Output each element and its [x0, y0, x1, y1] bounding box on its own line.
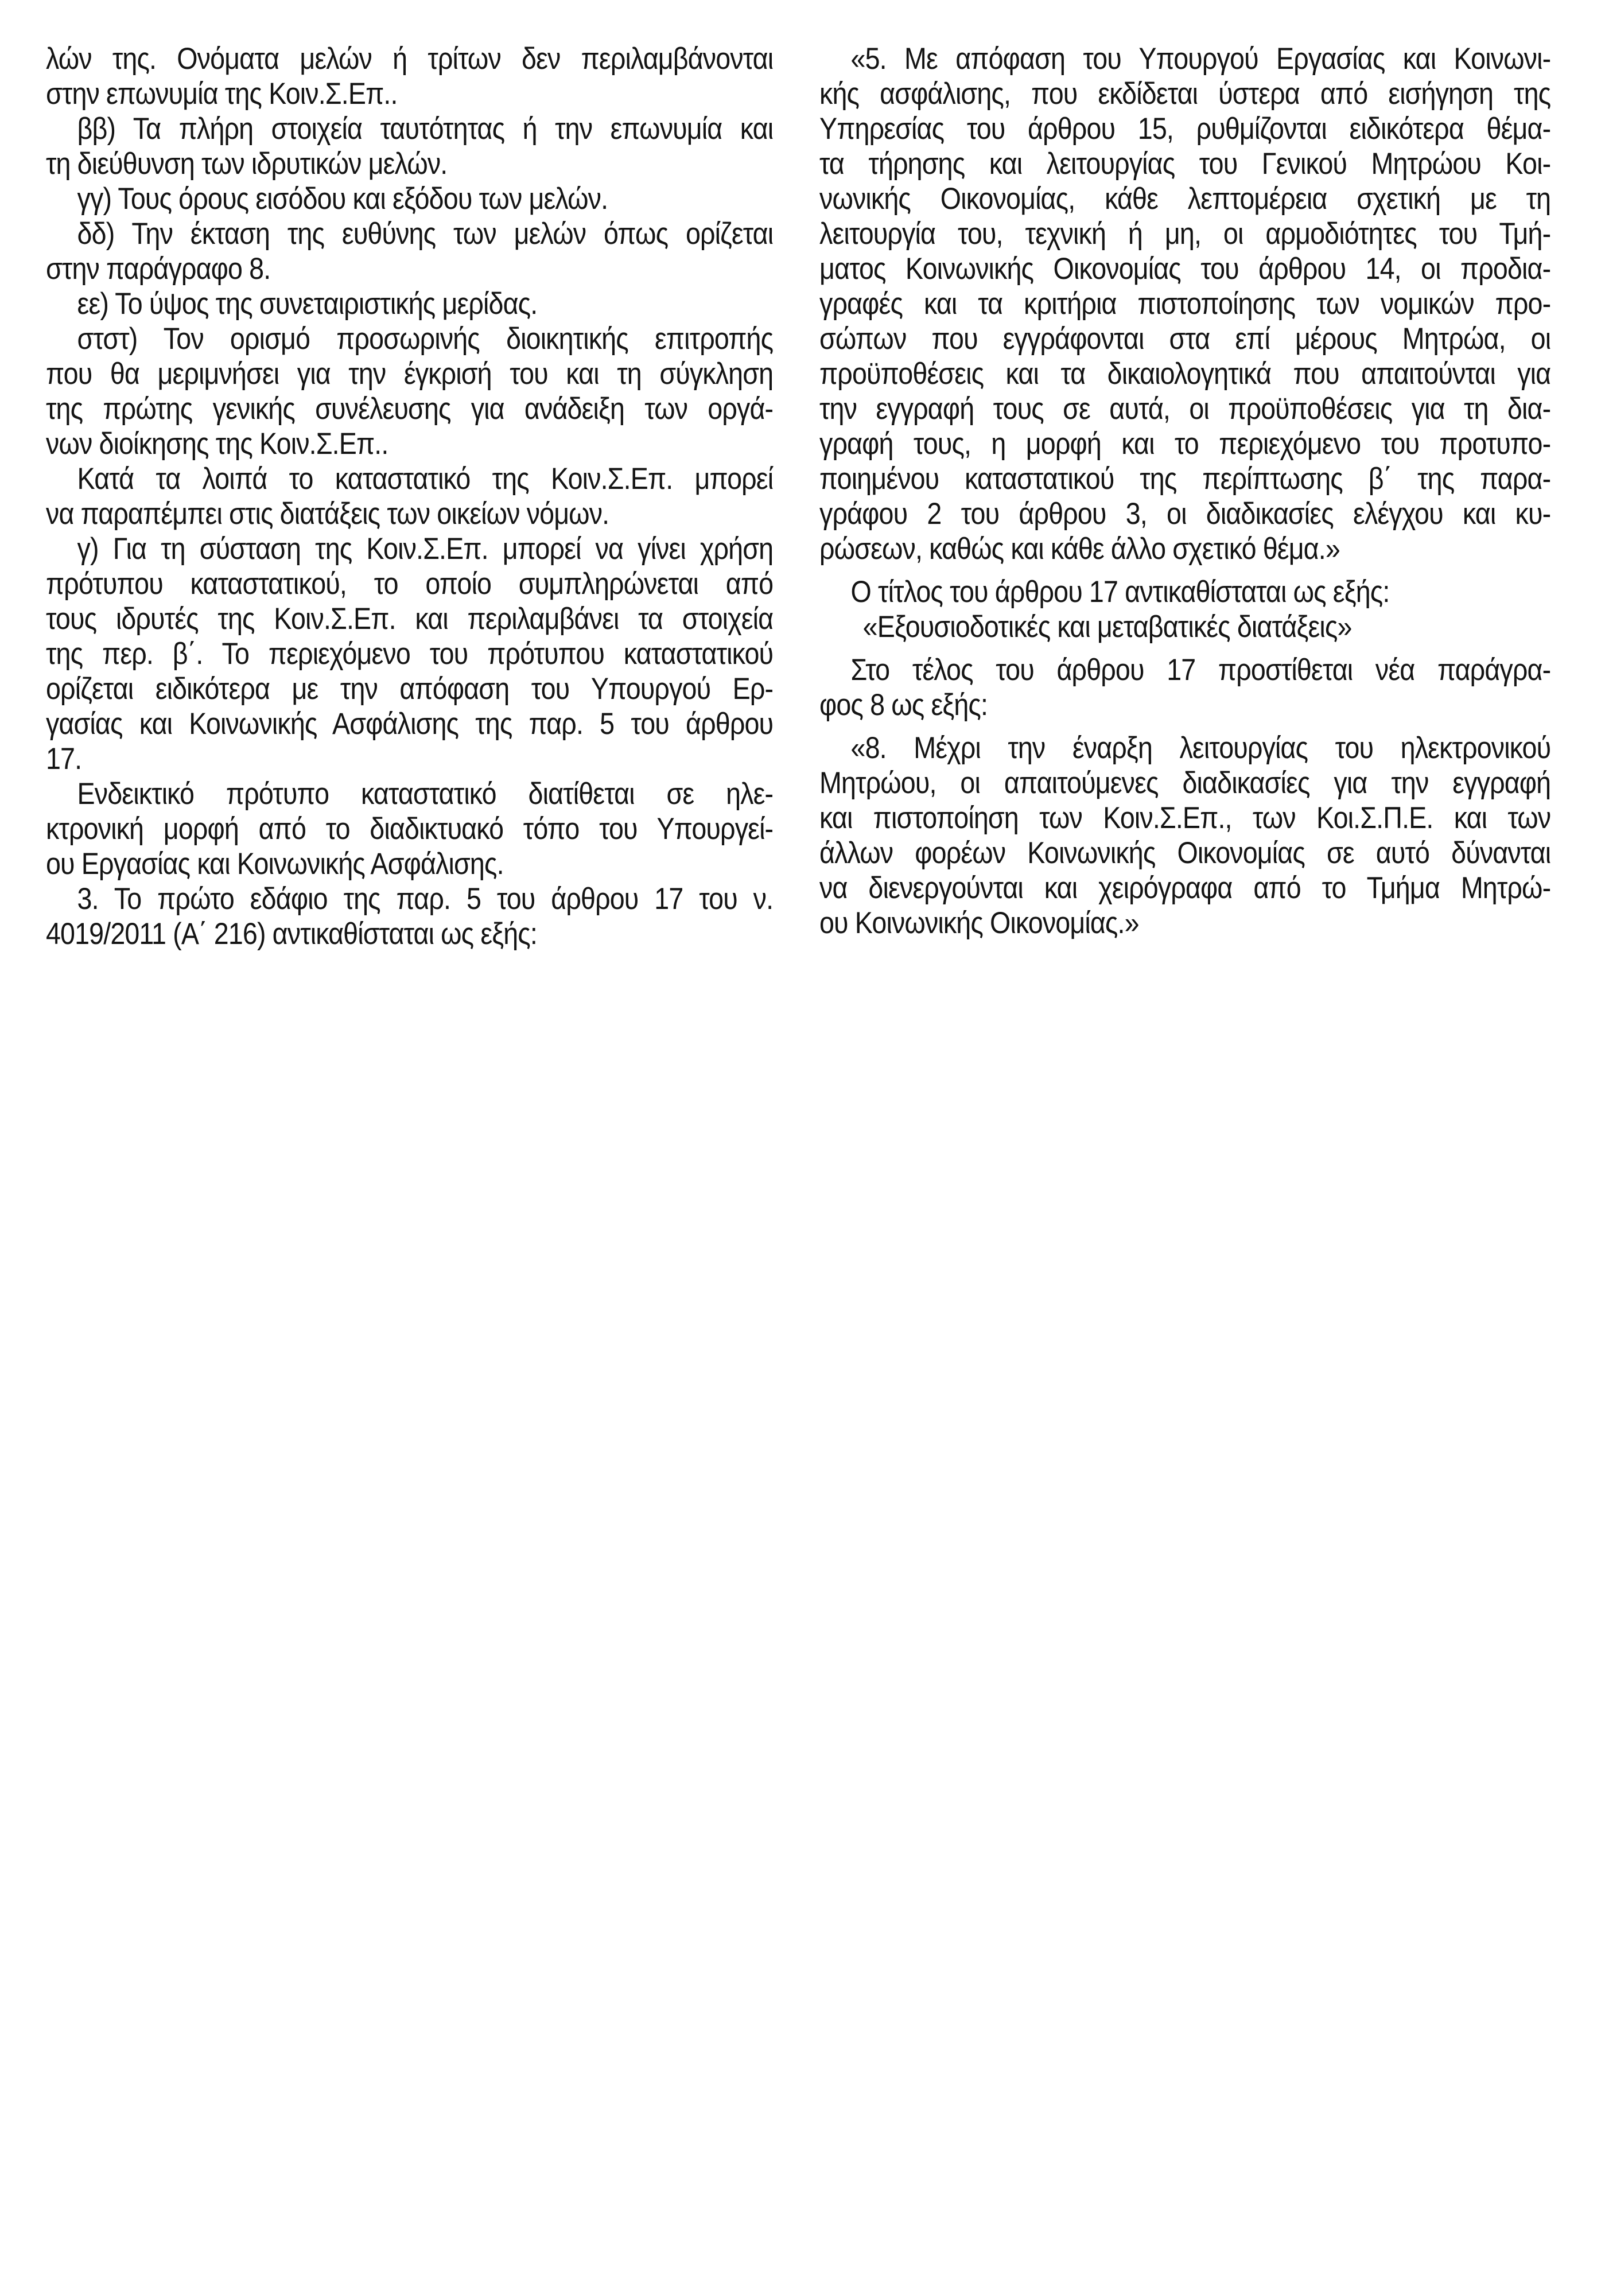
text-line: Ο τίτλος του άρθρου 17 αντικαθίσταται ως εξής: — [850, 575, 1390, 609]
paragraph — [46, 181, 773, 216]
text-line: στην επωνυμία της Κοιν.Σ.Επ.. — [46, 77, 398, 111]
paragraph — [46, 41, 773, 111]
text-line: κτρονική μορφή από το διαδικτυακό τόπο του Υπουργεί- — [46, 812, 774, 846]
text-line: νων διοίκησης της Κοιν.Σ.Επ.. — [46, 427, 388, 461]
right-column — [819, 41, 1550, 941]
text-line: να διενεργούνται και χειρόγραφα από το Τμήμα Μητρώ- — [819, 871, 1551, 905]
paragraph — [46, 881, 773, 951]
text-line: λών της. Ονόματα μελών ή τρίτων δεν περιλαμβάνονται — [46, 42, 774, 76]
text-line: ορίζεται ειδικότερα με την απόφαση του Υπουργού Ερ- — [46, 672, 774, 706]
text-line: τα τήρησης και λειτουργίας του Γενικού Μητρώου Κοι- — [819, 147, 1551, 181]
text-line: σώπων που εγγράφονται στα επί μέρους Μητρώα, οι — [819, 322, 1551, 356]
paragraph — [46, 776, 773, 881]
text-line: γασίας και Κοινωνικής Ασφάλισης της παρ. 5 του άρθρου — [46, 707, 774, 741]
text-line: 4019/2011 (Α΄ 216) αντικαθίσταται ως εξής: — [46, 917, 537, 951]
text-line: 3. Το πρώτο εδάφιο της παρ. 5 του άρθρου 17 του ν. — [77, 882, 774, 916]
text-line: κής ασφάλισης, που εκδίδεται ύστερα από εισήγηση της — [819, 77, 1551, 111]
text-line: γραφή τους, η μορφή και το περιεχόμενο του προτυπο- — [819, 427, 1551, 461]
text-line: άλλων φορέων Κοινωνικής Οικονομίας σε αυτό δύνανται — [819, 836, 1551, 870]
text-line: «8. Μέχρι την έναρξη λειτουργίας του ηλεκτρονικού — [850, 731, 1551, 765]
text-line: που θα μεριμνήσει για την έγκρισή του και τη σύγκληση — [46, 357, 774, 391]
paragraph — [46, 321, 773, 461]
text-line: της πρώτης γενικής συνέλευσης για ανάδειξη των οργά- — [46, 392, 774, 426]
text-line: Ενδεικτικό πρότυπο καταστατικό διατίθεται σε ηλε- — [77, 777, 774, 811]
paragraph — [819, 574, 1550, 609]
text-line: Υπηρεσίας του άρθρου 15, ρυθμίζονται ειδικότερα θέμα- — [819, 112, 1551, 146]
text-line: γραφές και τα κριτήρια πιστοποίησης των νομικών προ- — [819, 287, 1551, 321]
text-line: 17. — [46, 742, 82, 776]
text-line: ματος Κοινωνικής Οικονομίας του άρθρου 14, οι προδια- — [819, 252, 1551, 286]
text-line: της περ. β΄. Το περιεχόμενο του πρότυπου καταστατικού — [46, 637, 774, 671]
text-line: τη διεύθυνση των ιδρυτικών μελών. — [46, 147, 448, 181]
text-line: πρότυπου καταστατικού, το οποίο συμπληρώνεται από — [46, 567, 774, 601]
paragraph — [819, 41, 1550, 566]
text-line: «5. Με απόφαση του Υπουργού Εργασίας και Κοινωνι- — [850, 42, 1551, 76]
text-line: Στο τέλος του άρθρου 17 προστίθεται νέα παράγρα- — [850, 653, 1551, 687]
paragraph — [819, 652, 1550, 722]
text-line: ου Εργασίας και Κοινωνικής Ασφάλισης. — [46, 847, 504, 881]
text-line: Κατά τα λοιπά το καταστατικό της Κοιν.Σ.Επ. μπορεί — [77, 462, 774, 496]
text-line: να παραπέμπει στις διατάξεις των οικείων νόμων. — [46, 497, 609, 531]
text-line: ποιημένου καταστατικού της περίπτωσης β΄ της παρα- — [819, 462, 1551, 496]
text-line: «Εξουσιοδοτικές και μεταβατικές διατάξεις» — [862, 610, 1352, 644]
paragraph — [46, 111, 773, 181]
text-line: Μητρώου, οι απαιτούμενες διαδικασίες για την εγγραφή — [819, 766, 1551, 800]
text-line: την εγγραφή τους σε αυτά, οι προϋποθέσεις για τη δια- — [819, 392, 1551, 426]
text-line: λειτουργία του, τεχνική ή μη, οι αρμοδιότητες του Τμή- — [819, 217, 1551, 251]
paragraph — [819, 731, 1550, 941]
text-line: ββ) Τα πλήρη στοιχεία ταυτότητας ή την επωνυμία και — [77, 112, 774, 146]
text-line: γ) Για τη σύσταση της Κοιν.Σ.Επ. μπορεί να γίνει χρήση — [77, 532, 774, 566]
text-line: δδ) Την έκταση της ευθύνης των μελών όπως ορίζεται — [77, 217, 774, 251]
text-line: ου Κοινωνικής Οικονομίας.» — [819, 906, 1139, 940]
paragraph — [46, 531, 773, 776]
left-column — [46, 41, 773, 951]
paragraph — [46, 216, 773, 286]
text-line: εε) Το ύψος της συνεταιριστικής μερίδας. — [77, 287, 538, 321]
paragraph — [46, 461, 773, 531]
text-line: τους ιδρυτές της Κοιν.Σ.Επ. και περιλαμβάνει τα στοιχεία — [46, 602, 774, 636]
text-line: και πιστοποίηση των Κοιν.Σ.Επ., των Κοι.Σ.Π.Ε. και των — [819, 801, 1551, 835]
text-line: στην παράγραφο 8. — [46, 252, 271, 286]
text-line: γγ) Τους όρους εισόδου και εξόδου των μελών. — [77, 182, 608, 216]
text-line: ρώσεων, καθώς και κάθε άλλο σχετικό θέμα.» — [819, 532, 1340, 566]
text-line: προϋποθέσεις και τα δικαιολογητικά που απαιτούνται για — [819, 357, 1551, 391]
text-line: φος 8 ως εξής: — [819, 688, 988, 722]
paragraph — [819, 609, 1550, 644]
text-line: στστ) Τον ορισμό προσωρινής διοικητικής επιτροπής — [77, 322, 774, 356]
text-line: γράφου 2 του άρθρου 3, οι διαδικασίες ελέγχου και κυ- — [819, 497, 1551, 531]
paragraph — [46, 286, 773, 321]
text-line: νωνικής Οικονομίας, κάθε λεπτομέρεια σχετική με τη — [819, 182, 1551, 216]
